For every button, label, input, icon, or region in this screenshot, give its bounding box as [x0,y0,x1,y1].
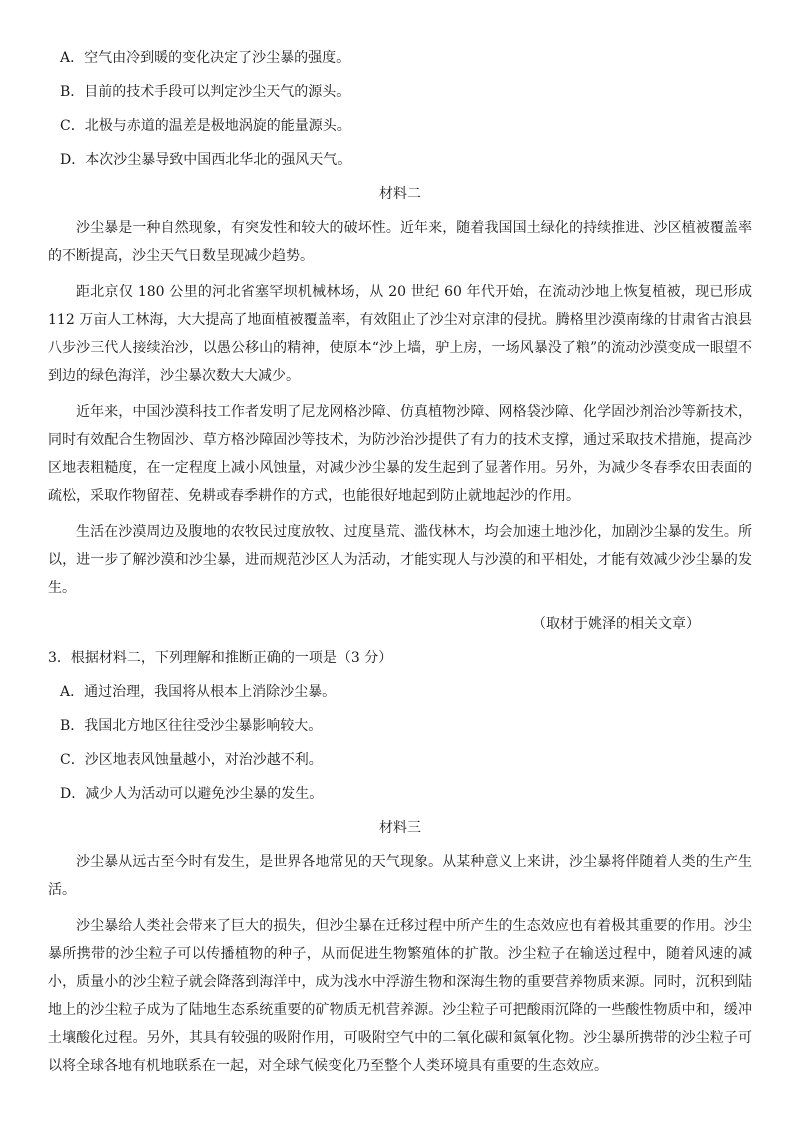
q3-option-d: D．减少人为活动可以避免沙尘暴的发生。 [60,786,324,802]
material2-paragraph-4: 生活在沙漠周边及腹地的农牧民过度放牧、过度垦荒、滥伐林木，均会加速土地沙化，加剧沙尘暴的发生。所以，进一步了解沙漠和沙尘暴，进而规范沙区人为活动，才能实现人与沙漠的和平相处，才能有效减少沙尘暴的发生。 [48,524,752,596]
q3-option-b: B．我国北方地区往往受沙尘暴影响较大。 [60,718,323,734]
material3-body [48,848,752,1080]
material2-paragraph-2: 距北京仅 180 公里的河北省塞罕坝机械林场，从 20 世纪 60 年代开始，在流动沙地上恢复植被，现已形成 112 万亩人工林海，大大提高了地面植被覆盖率，有效阻止了沙尘对京津的侵扰。腾格里沙漠南缘的甘肃省古浪县八步沙三代人接续治沙，以愚公移山的精神，使原本“沙上墙，驴上房，一场风暴没了粮”的流动沙漠变成一眼望不到边的绿色海洋，沙尘暴次数大大减少。 [48,284,752,384]
q2-option-d: D．本次沙尘暴导致中国西北华北的强风天气。 [60,152,352,168]
material2-source: （取材于姚泽的相关文章） [532,616,700,632]
material3-paragraph-1: 沙尘暴从远古至今时有发生，是世界各地常见的天气现象。从某种意义上来讲，沙尘暴将伴随着人类的生产生活。 [48,854,752,898]
question-3 [48,644,752,808]
q2-option-b: B．目前的技术手段可以判定沙尘天气的源头。 [60,84,351,100]
material2-paragraph-3: 近年来，中国沙漠科技工作者发明了尼龙网格沙障、仿真植物沙障、网格袋沙障、化学固沙剂治沙等新技术，同时有效配合生物固沙、草方格沙障固沙等技术，为防沙治沙提供了有力的技术支撑，通过采取技术措施，提高沙区地表粗糙度，在一定程度上减小风蚀量，对减少沙尘暴的发生起到了显著作用。另外，为减少冬春季农田表面的疏松，采取作物留茬、免耕或春季耕作的方式，也能很好地起到防止就地起沙的作用。 [48,404,752,504]
material2-body [48,214,752,602]
exam-page [48,44,752,1088]
material3-title: 材料三 [379,820,421,836]
q3-option-c: C．沙区地表风蚀量越小，对治沙越不利。 [60,752,323,768]
q2-options [48,44,752,174]
material3-paragraph-2: 沙尘暴给人类社会带来了巨大的损失，但沙尘暴在迁移过程中所产生的生态效应也有着极其重要的作用。沙尘暴所携带的沙尘粒子可以传播植物的种子，从而促进生物繁殖体的扩散。沙尘粒子在输送过程中，随着风速的减小，质量小的沙尘粒子就会降落到海洋中，成为浅水中浮游生物和深海生物的重要营养物质来源。同时，沉积到陆地上的沙尘粒子成为了陆地生态系统重要的矿物质无机营养源。沙尘粒子可把酸雨沉降的一些酸性物质中和，缓冲土壤酸化过程。另外，其具有较强的吸附作用，可吸附空气中的二氧化碳和氮氧化物。沙尘暴所携带的沙尘粒子可以将全球各地有机地联系在一起，对全球气候变化乃至整个人类环境具有重要的生态效应。 [48,918,752,1074]
q2-option-a: A．空气由冷到暖的变化决定了沙尘暴的强度。 [60,50,351,66]
material2-title: 材料二 [379,186,421,202]
material2-paragraph-1: 沙尘暴是一种自然现象，有突发性和较大的破坏性。近年来，随着我国国土绿化的持续推进、沙区植被覆盖率的不断提高，沙尘天气日数呈现减少趋势。 [48,220,752,264]
q2-option-c: C．北极与赤道的温差是极地涡旋的能量源头。 [60,118,351,134]
q3-stem: 3．根据材料二，下列理解和推断正确的一项是（3 分） [48,650,393,666]
q3-option-a: A．通过治理，我国将从根本上消除沙尘暴。 [60,684,337,700]
